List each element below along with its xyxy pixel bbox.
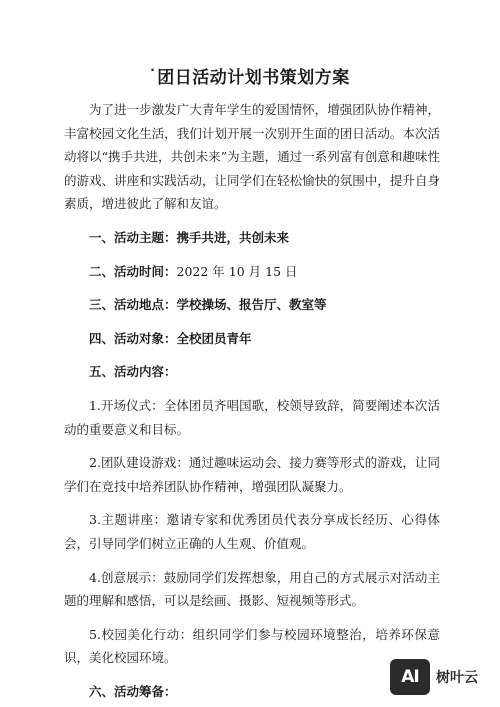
ai-logo-icon: AI: [390, 659, 430, 695]
section-time-value: 2022 年 10 月 15 日: [176, 263, 298, 279]
content-item-2: 2.团队建设游戏：通过趣味运动会、接力赛等形式的游戏，让同学们在竞技中培养团队协作精神，增强团队凝聚力。: [64, 455, 440, 494]
section-location: 三、活动地点：学校操场、报告厅、教室等: [89, 297, 327, 313]
section-audience: 四、活动对象：全校团员青年: [89, 330, 252, 346]
section-content: 五、活动内容：: [89, 364, 177, 380]
intro-paragraph: 为了进一步激发广大青年学生的爱国情怀，增强团队协作精神，丰富校园文化生活，我们计划开展一次别开生面的团日活动。本次活动将以“携手共进，共创未来”为主题，通过一系列富有创意和趣味性的游戏、讲座和实践活动，让同学们在轻松愉快的氛围中，提升自身素质，增进彼此了解和友谊。: [64, 102, 440, 212]
content-item-1: 1.开场仪式：全体团员齐唱国歌，校领导致辞，简要阐述本次活动的重要意义和目标。: [64, 397, 440, 437]
brand-watermark: [390, 657, 492, 697]
brand-name: 树叶云: [436, 670, 478, 686]
title-dot: ·: [150, 63, 156, 77]
section-theme: 一、活动主题：携手共进，共创未来: [89, 229, 290, 245]
section-time-label: 二、活动时间：: [89, 263, 177, 279]
content-item-3: 3.主题讲座：邀请专家和优秀团员代表分享成长经历、心得体会，引导同学们树立正确的人生观、价值观。: [64, 512, 440, 551]
content-item-5: 5.校园美化行动：组织同学们参与校园环境整治，培养环保意识，美化校园环境。: [64, 626, 440, 666]
section-time: [64, 260, 440, 284]
document-title-row: [0, 63, 500, 88]
content-item-4: 4.创意展示：鼓励同学们发挥想象，用自己的方式展示对活动主题的理解和感悟，可以是绘画、摄影、短视频等形式。: [64, 569, 440, 609]
document-title: 团日活动计划书策划方案: [157, 68, 350, 88]
document-body: [64, 98, 440, 703]
section-prep: 六、活动筹备：: [89, 683, 177, 699]
